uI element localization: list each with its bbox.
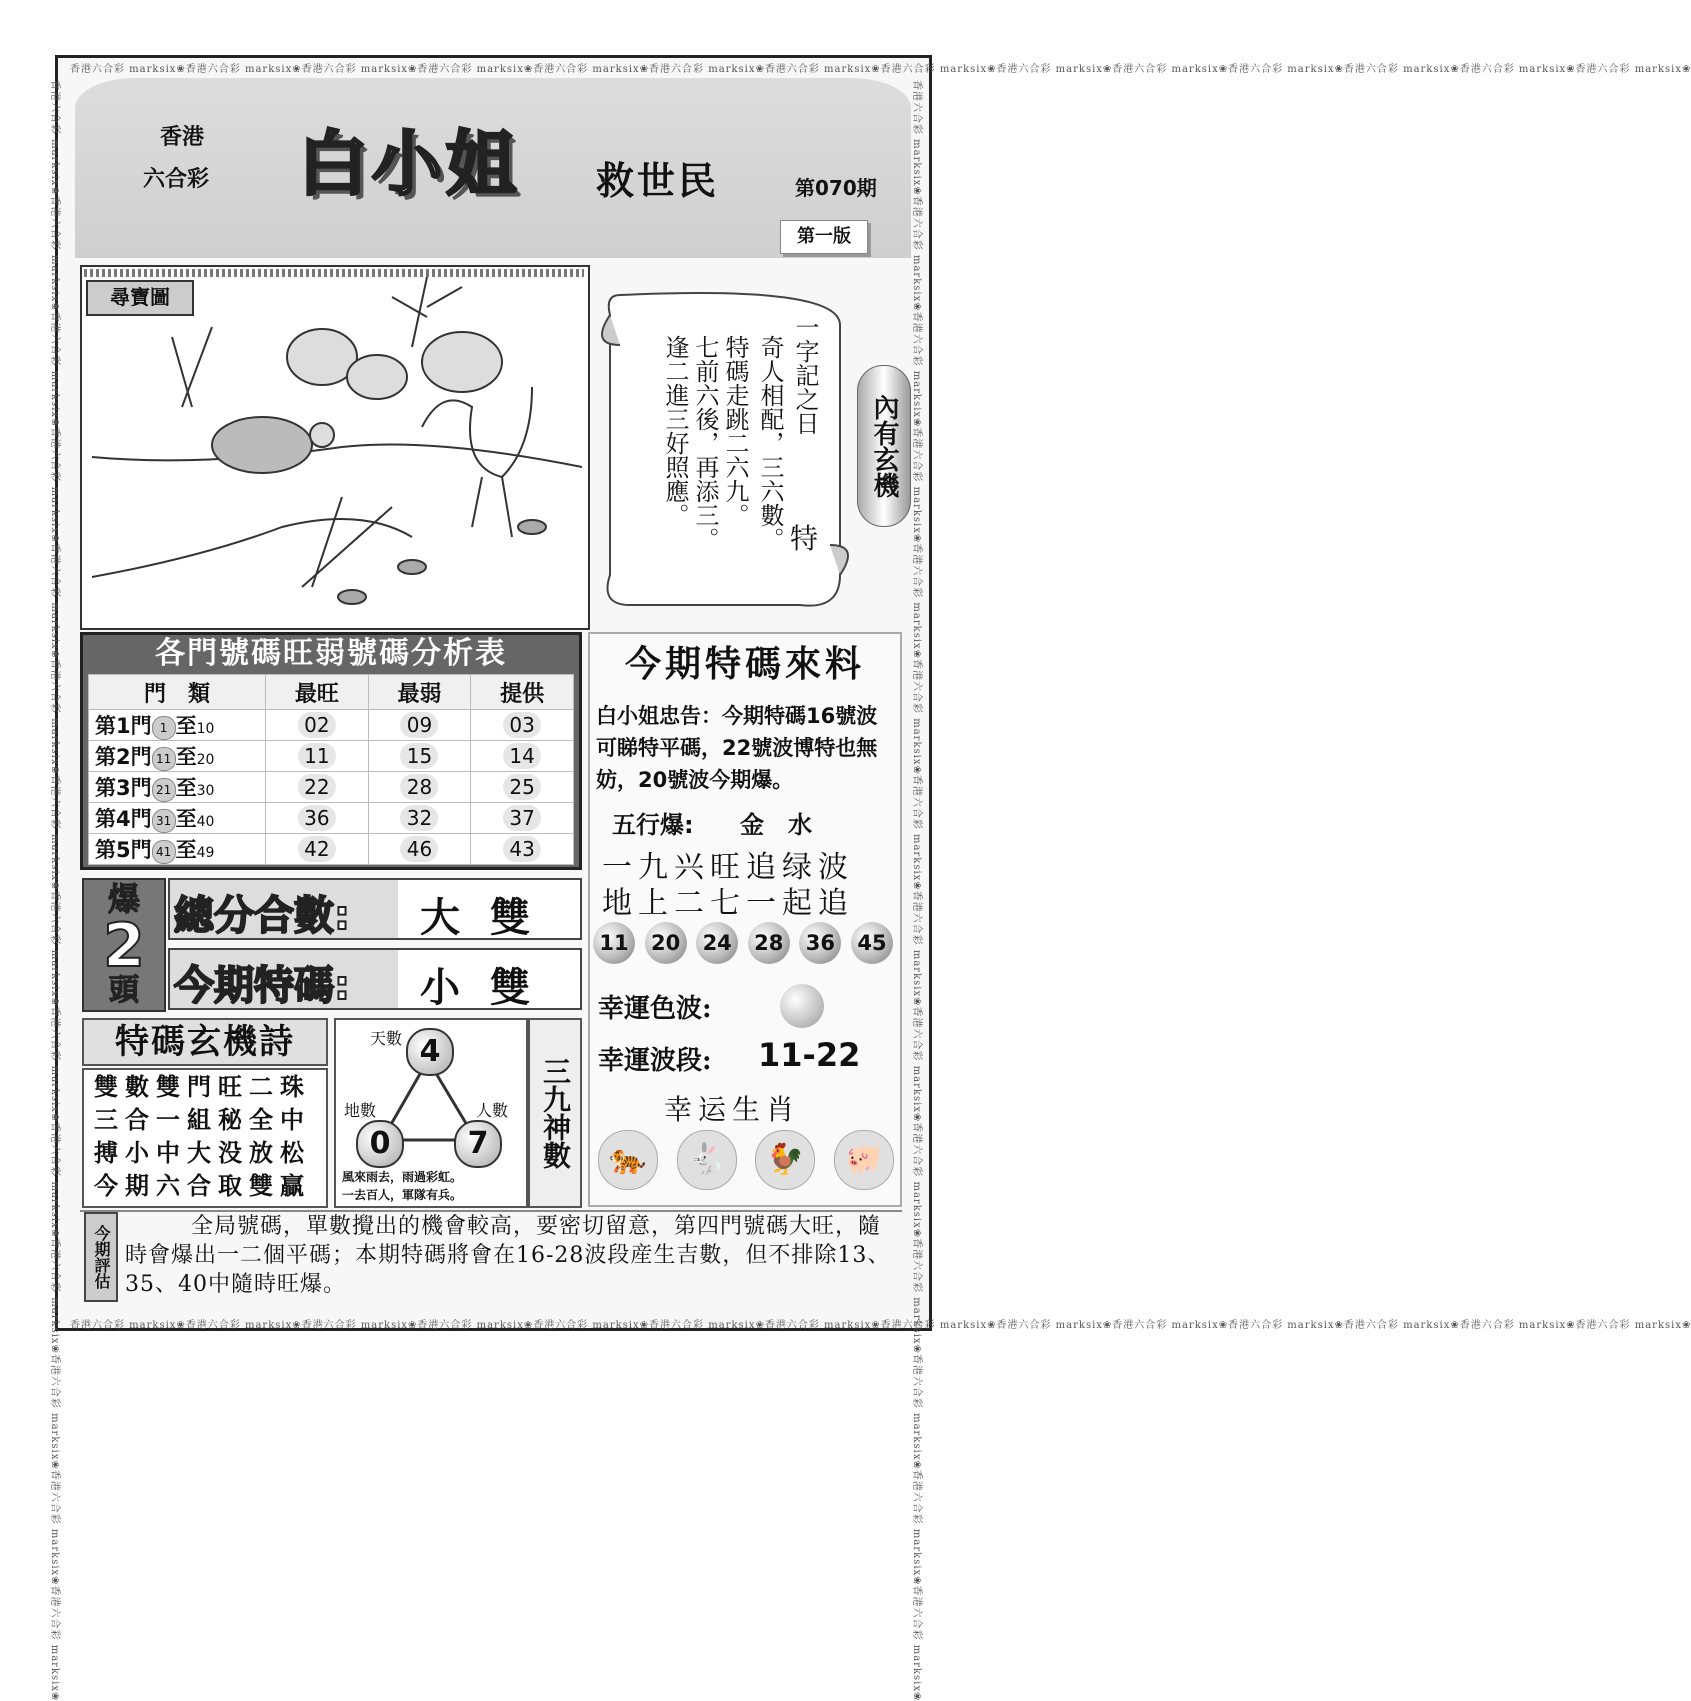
issue-number: 第070期 — [795, 176, 877, 200]
special-code-value: 小雙 — [420, 964, 560, 1011]
hidden-secret-badge: 內有玄機 — [857, 365, 911, 527]
poem-line: 三合一組秘全中 — [94, 1105, 311, 1134]
cold-number: 46 — [400, 836, 438, 862]
col-header: 最弱 — [368, 675, 471, 710]
special-code-label: 今期特碼: — [174, 963, 350, 1009]
special-code-row — [168, 948, 582, 1010]
cold-number: 32 — [400, 805, 438, 831]
poem-col-1: 一字記之日 — [791, 315, 819, 435]
range-from: 1 — [152, 716, 176, 740]
advice-text: 白小姐忠告：今期特碼16號波可睇特平碼，22號波博特也無妨，20號波今期爆。 — [596, 704, 878, 792]
cold-number: 28 — [400, 774, 438, 800]
lucky-range-label: 幸運波段: — [598, 1046, 712, 1076]
hand-line-1: 一九兴旺追绿波 — [602, 850, 854, 885]
given-number: 03 — [503, 712, 541, 738]
crane-turtle-illustration — [82, 267, 588, 628]
lucky-color-ball — [780, 984, 824, 1028]
range-to: 10 — [196, 721, 215, 737]
boom-top: 爆 — [107, 880, 140, 918]
number-ball: 28 — [748, 922, 790, 964]
hot-number: 36 — [298, 805, 336, 831]
poem-te: 特 — [790, 522, 819, 555]
pig-icon: 🐖 — [834, 1130, 894, 1190]
three-nine-divine-numbers: 三九神數 — [528, 1018, 582, 1208]
given-number: 43 — [503, 836, 541, 862]
boom-two-heads — [82, 878, 166, 1012]
total-sum-label: 總分合數: — [174, 893, 350, 939]
hk-label: 香港 — [160, 124, 205, 150]
zodiac-title: 幸运生肖 — [664, 1093, 801, 1126]
poem-col-4: 七前六後，再添三。 — [691, 335, 719, 551]
page-title: 白小姐 — [298, 123, 520, 205]
number-ball: 36 — [799, 922, 841, 964]
range-to: 40 — [196, 814, 215, 830]
tiger-icon: 🐅 — [598, 1130, 658, 1190]
range-from: 31 — [152, 809, 176, 833]
range-from: 21 — [152, 778, 176, 802]
number-triangle — [334, 1018, 528, 1208]
mystery-poem — [82, 1068, 328, 1208]
marksix-label: 六合彩 — [143, 166, 210, 192]
col-header: 提供 — [471, 675, 574, 710]
summary-text: 全局號碼，單數攪出的機會較高，要密切留意，第四門號碼大旺，隨時會爆出一二個平碼；本期特碼將會在16-28波段産生吉數，但不排除13、35、40中隨時旺爆。 — [125, 1214, 891, 1297]
range-from: 11 — [152, 747, 176, 771]
range-to-word: 至 — [175, 745, 197, 769]
tian-label: 天數 — [370, 1029, 403, 1048]
range-to-word: 至 — [175, 807, 197, 831]
hot-number: 11 — [298, 743, 336, 769]
boom-bottom: 頭 — [109, 973, 139, 1008]
hand-line-2: 地上二七一起追 — [602, 886, 854, 921]
hot-number: 42 — [298, 836, 336, 862]
triangle-verse-1: 風來雨去，雨過彩虹。 — [342, 1170, 463, 1184]
tian-number: 4 — [406, 1028, 454, 1076]
poem-col-3: 特碼走跳二六九。 — [721, 335, 749, 527]
analysis-table — [88, 674, 574, 865]
given-number: 14 — [503, 743, 541, 769]
ren-number: 7 — [454, 1120, 502, 1168]
number-balls — [593, 922, 893, 966]
number-ball: 45 — [851, 922, 893, 964]
edition-badge: 第一版 — [780, 220, 868, 254]
door-label: 第2門 — [95, 745, 152, 769]
given-number: 25 — [503, 774, 541, 800]
wuxing-values: 金 水 — [740, 811, 812, 839]
picture-stripe — [84, 269, 584, 277]
col-header: 門 類 — [89, 675, 266, 710]
range-to: 30 — [196, 783, 215, 799]
watermark-bottom: 香港六合彩 marksix❀香港六合彩 marksix❀香港六合彩 marksix❀香港六合彩 marksix❀香港六合彩 marksix❀香港六合彩 marksix❀香港六合彩 marksix❀香港六合彩 marksix❀香港六合彩 marksix❀香港六合彩 marksix❀香港六合彩 marksix❀香港六合彩 marksix❀香港六合彩 marksix❀香港六合彩 marksix❀ — [70, 1320, 1691, 1331]
poem-col-5: 逢二進三好照應。 — [661, 335, 689, 527]
special-source-title: 今期特碼來料 — [624, 643, 865, 685]
picture-label: 尋寶圖 — [86, 280, 194, 316]
watermark-left: 香港六合彩 marksix❀香港六合彩 marksix❀香港六合彩 marksix❀香港六合彩 marksix❀香港六合彩 marksix❀香港六合彩 marksix❀香港六合彩 marksix❀香港六合彩 marksix❀香港六合彩 marksix❀香港六合彩 marksix❀香港六合彩 marksix❀香港六合彩 marksix❀香港六合彩 marksix❀香港六合彩 marksix❀ — [49, 80, 60, 1701]
lucky-color-label: 幸運色波: — [598, 994, 712, 1024]
wuxing-label: 五行爆: — [612, 811, 694, 839]
table-row — [89, 741, 574, 772]
watermark-top: 香港六合彩 marksix❀香港六合彩 marksix❀香港六合彩 marksix❀香港六合彩 marksix❀香港六合彩 marksix❀香港六合彩 marksix❀香港六合彩 marksix❀香港六合彩 marksix❀香港六合彩 marksix❀香港六合彩 marksix❀香港六合彩 marksix❀香港六合彩 marksix❀香港六合彩 marksix❀香港六合彩 marksix❀ — [70, 64, 1691, 75]
scroll-poem — [600, 285, 855, 615]
hot-number: 22 — [298, 774, 336, 800]
table-row — [89, 772, 574, 803]
cold-number: 09 — [400, 712, 438, 738]
door-label: 第5門 — [95, 838, 152, 862]
door-label: 第1門 — [95, 714, 152, 738]
range-to: 49 — [196, 845, 215, 861]
given-number: 37 — [503, 805, 541, 831]
rooster-icon: 🐓 — [755, 1130, 815, 1190]
table-row — [89, 710, 574, 741]
total-sum-row — [168, 878, 582, 940]
watermark-right: 香港六合彩 marksix❀香港六合彩 marksix❀香港六合彩 marksix❀香港六合彩 marksix❀香港六合彩 marksix❀香港六合彩 marksix❀香港六合彩 marksix❀香港六合彩 marksix❀香港六合彩 marksix❀香港六合彩 marksix❀香港六合彩 marksix❀香港六合彩 marksix❀香港六合彩 marksix❀香港六合彩 marksix❀ — [911, 80, 922, 1701]
rabbit-icon: 🐇 — [677, 1130, 737, 1190]
hot-number: 02 — [298, 712, 336, 738]
number-ball: 20 — [645, 922, 687, 964]
boom-num: 2 — [103, 911, 145, 981]
di-number: 0 — [356, 1120, 404, 1168]
poem-line: 今期六合取雙贏 — [94, 1171, 311, 1200]
range-to-word: 至 — [175, 838, 197, 862]
mystery-poem-title: 特碼玄機詩 — [82, 1018, 328, 1066]
door-label: 第4門 — [95, 807, 152, 831]
range-to-word: 至 — [175, 714, 197, 738]
range-to-word: 至 — [175, 776, 197, 800]
table-row — [89, 834, 574, 865]
number-ball: 24 — [696, 922, 738, 964]
lucky-range-value: 11-22 — [758, 1036, 861, 1074]
poem-line: 雙數雙門旺二珠 — [94, 1072, 311, 1101]
ren-label: 人數 — [476, 1101, 509, 1120]
di-label: 地數 — [344, 1101, 377, 1120]
cold-number: 15 — [400, 743, 438, 769]
poem-col-2: 奇人相配，三六數。 — [756, 335, 784, 551]
poem-line: 搏小中大没放松 — [94, 1138, 311, 1167]
summary-tag: 今期評估 — [84, 1212, 118, 1302]
door-label: 第3門 — [95, 776, 152, 800]
analysis-table-title: 各門號碼旺弱號碼分析表 — [155, 636, 507, 671]
number-ball: 11 — [593, 922, 635, 964]
range-from: 41 — [152, 840, 176, 864]
col-header: 最旺 — [266, 675, 369, 710]
treasure-picture — [80, 265, 590, 630]
total-sum-value: 大雙 — [420, 894, 560, 941]
triangle-verse-2: 一去百人，軍隊有兵。 — [342, 1188, 463, 1202]
table-row — [89, 803, 574, 834]
zodiac-row — [598, 1130, 894, 1190]
range-to: 20 — [196, 752, 215, 768]
page-subtitle: 救世民 — [596, 158, 720, 203]
